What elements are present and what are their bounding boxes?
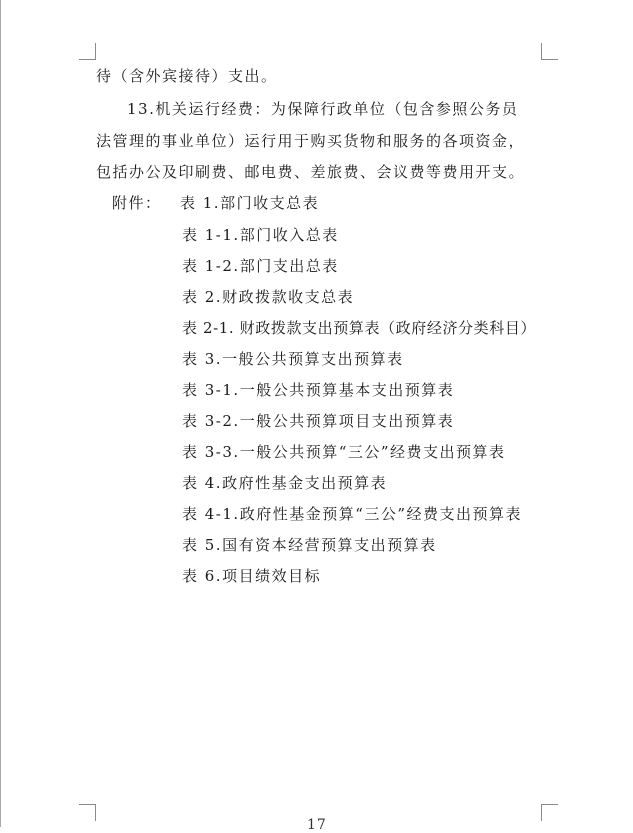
- crop-mark-bottom-right: [541, 804, 558, 821]
- crop-mark-top-left: [79, 43, 96, 60]
- attachment-item: 表 1-2.部门支出总表: [182, 257, 339, 275]
- attachment-item: 表 3.一般公共预算支出预算表: [182, 350, 404, 368]
- crop-mark-top-right: [541, 43, 558, 60]
- paragraph-line-4: 包括办公及印刷费、邮电费、差旅费、会议费等费用开支。: [96, 163, 526, 181]
- paragraph-line-2: 13.机关运行经费：为保障行政单位（包含参照公务员: [127, 100, 519, 118]
- crop-mark-bottom-left: [79, 804, 96, 821]
- page-number: 17: [307, 817, 327, 833]
- attachment-item: 表 1-1.部门收入总表: [182, 226, 339, 244]
- attachment-item: 表 4-1.政府性基金预算“三公”经费支出预算表: [182, 505, 523, 523]
- paragraph-line-1: 待（含外宾接待）支出。: [96, 67, 278, 85]
- attachment-item: 表 2-1. 财政拨款支出预算表（政府经济分类科目）: [182, 319, 537, 337]
- page-left-edge: [0, 0, 1, 827]
- attachment-item: 表 3-2.一般公共预算项目支出预算表: [182, 412, 455, 430]
- attachment-item: 表 1.部门收支总表: [180, 194, 320, 212]
- attachments-label: 附件：: [112, 194, 162, 212]
- attachment-item: 表 3-3.一般公共预算“三公”经费支出预算表: [182, 443, 506, 461]
- attachment-item: 表 3-1.一般公共预算基本支出预算表: [182, 381, 455, 399]
- attachment-item: 表 2.财政拨款收支总表: [182, 288, 355, 306]
- attachment-item: 表 4.政府性基金支出预算表: [182, 474, 388, 492]
- attachment-item: 表 6.项目绩效目标: [182, 567, 322, 585]
- paragraph-line-3: 法管理的事业单位）运行用于购买货物和服务的各项资金，: [96, 132, 526, 150]
- attachment-item: 表 5.国有资本经营预算支出预算表: [182, 536, 437, 554]
